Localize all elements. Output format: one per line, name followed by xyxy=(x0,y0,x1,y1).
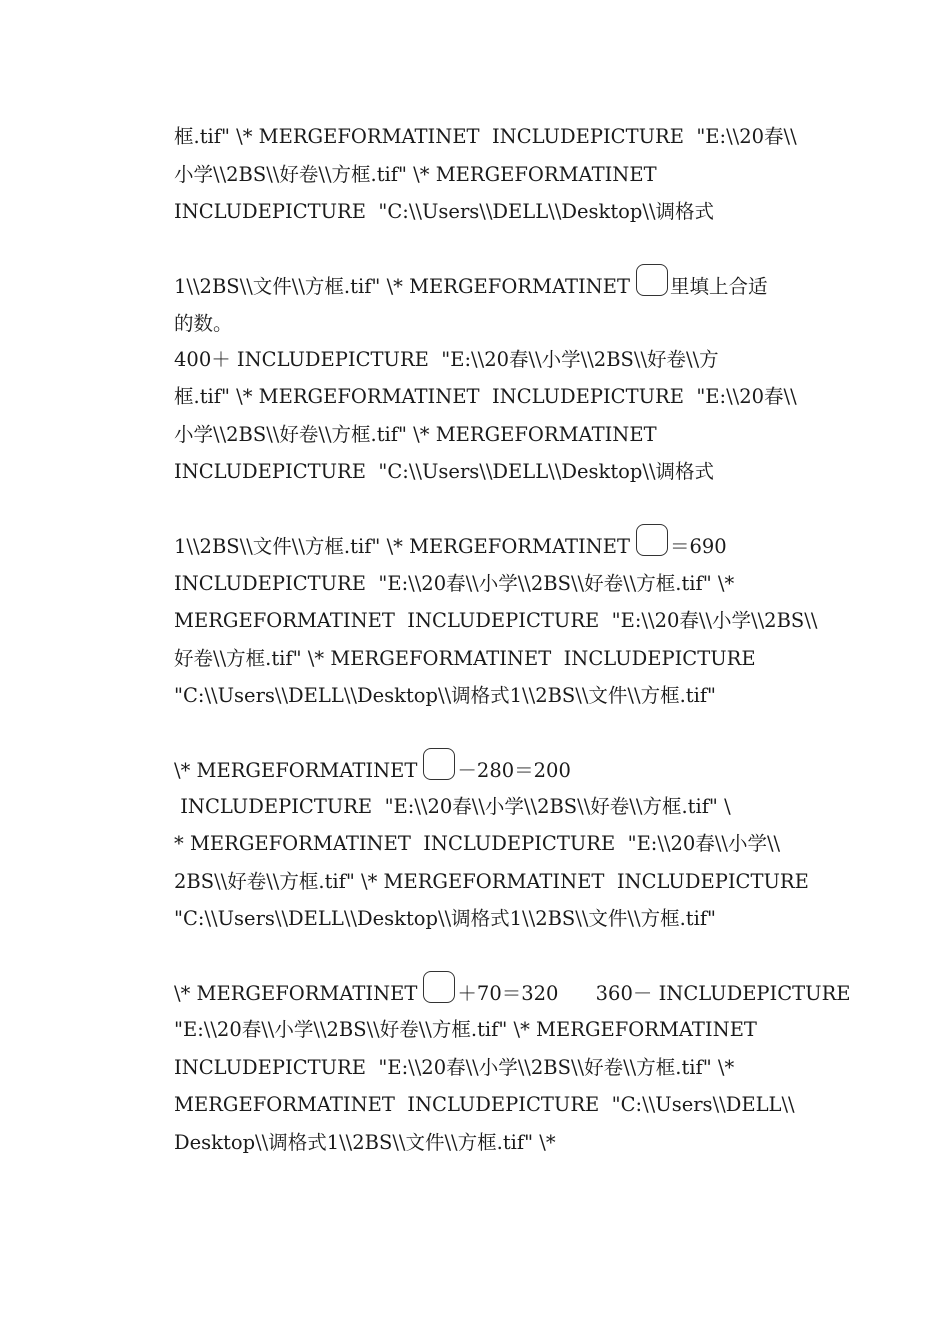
answer-box xyxy=(636,264,668,296)
text-run: 小学\\2BS\\好卷\\方框.tif" \* MERGEFORMATINET xyxy=(174,163,657,186)
text-run: 框.tif" \* MERGEFORMATINET INCLUDEPICTURE "E:\\20春\\ xyxy=(174,385,797,408)
text-line xyxy=(174,347,719,373)
text-line xyxy=(174,794,731,820)
text-line xyxy=(174,608,817,634)
text-run: 2BS\\好卷\\方框.tif" \* MERGEFORMATINET INCLUDEPICTURE xyxy=(174,870,809,893)
text-run: \* MERGEFORMATINET xyxy=(174,759,418,782)
text-run: "C:\\Users\\DELL\\Desktop\\调格式1\\2BS\\文件\\方框.tif" xyxy=(174,684,717,707)
text-run: 好卷\\方框.tif" \* MERGEFORMATINET INCLUDEPICTURE xyxy=(174,647,756,670)
text-run: INCLUDEPICTURE "E:\\20春\\小学\\2BS\\好卷\\方框.tif" \* xyxy=(174,1056,735,1079)
text-line xyxy=(174,384,797,410)
text-line xyxy=(174,869,809,895)
text-line xyxy=(174,1017,757,1043)
text-line xyxy=(174,422,657,448)
text-run: "C:\\Users\\DELL\\Desktop\\调格式1\\2BS\\文件\\方框.tif" xyxy=(174,907,717,930)
text-run: MERGEFORMATINET INCLUDEPICTURE "C:\\Users\\DELL\\ xyxy=(174,1093,795,1116)
text-run: 400＋ INCLUDEPICTURE "E:\\20春\\小学\\2BS\\好卷\\方 xyxy=(174,348,719,371)
text-run: * MERGEFORMATINET INCLUDEPICTURE "E:\\20春\\小学\\ xyxy=(174,832,781,855)
text-run: INCLUDEPICTURE "E:\\20春\\小学\\2BS\\好卷\\方框.tif" \ xyxy=(174,795,731,818)
text-run: ＋70＝320 360－ INCLUDEPICTURE xyxy=(457,982,851,1005)
text-run: Desktop\\调格式1\\2BS\\文件\\方框.tif" \* xyxy=(174,1131,556,1154)
text-line xyxy=(174,683,716,709)
text-line xyxy=(174,264,768,298)
text-line xyxy=(174,1055,734,1081)
text-run: INCLUDEPICTURE "E:\\20春\\小学\\2BS\\好卷\\方框.tif" \* xyxy=(174,572,735,595)
text-line xyxy=(174,524,727,558)
text-run: \* MERGEFORMATINET xyxy=(174,982,418,1005)
text-line xyxy=(174,831,780,857)
text-run: INCLUDEPICTURE "C:\\Users\\DELL\\Desktop\\调格式 xyxy=(174,200,715,223)
text-run: 里填上合适 xyxy=(669,275,768,298)
text-run: INCLUDEPICTURE "C:\\Users\\DELL\\Desktop\\调格式 xyxy=(174,460,715,483)
text-line xyxy=(174,571,734,597)
answer-box xyxy=(423,748,455,780)
text-run: 小学\\2BS\\好卷\\方框.tif" \* MERGEFORMATINET xyxy=(174,423,657,446)
answer-box xyxy=(423,971,455,1003)
text-run: 框.tif" \* MERGEFORMATINET INCLUDEPICTURE "E:\\20春\\ xyxy=(174,125,797,148)
text-line xyxy=(174,459,714,485)
text-line xyxy=(174,971,851,1005)
text-run: 的数。 xyxy=(174,312,233,335)
answer-box xyxy=(636,524,668,556)
text-line xyxy=(174,646,756,672)
text-line xyxy=(174,1092,795,1118)
text-run: "E:\\20春\\小学\\2BS\\好卷\\方框.tif" \* MERGEFORMATINET xyxy=(174,1018,757,1041)
text-run: MERGEFORMATINET INCLUDEPICTURE "E:\\20春\\小学\\2BS\\ xyxy=(174,609,818,632)
text-line xyxy=(174,124,797,150)
text-run: 1\\2BS\\文件\\方框.tif" \* MERGEFORMATINET xyxy=(174,535,630,558)
text-run: ＝690 xyxy=(669,535,727,558)
text-line xyxy=(174,1130,556,1156)
text-run: －280＝200 xyxy=(457,759,571,782)
text-line xyxy=(174,311,233,337)
text-line xyxy=(174,162,657,188)
text-line xyxy=(174,748,571,782)
text-line xyxy=(174,199,714,225)
text-line xyxy=(174,906,716,932)
text-run: 1\\2BS\\文件\\方框.tif" \* MERGEFORMATINET xyxy=(174,275,630,298)
